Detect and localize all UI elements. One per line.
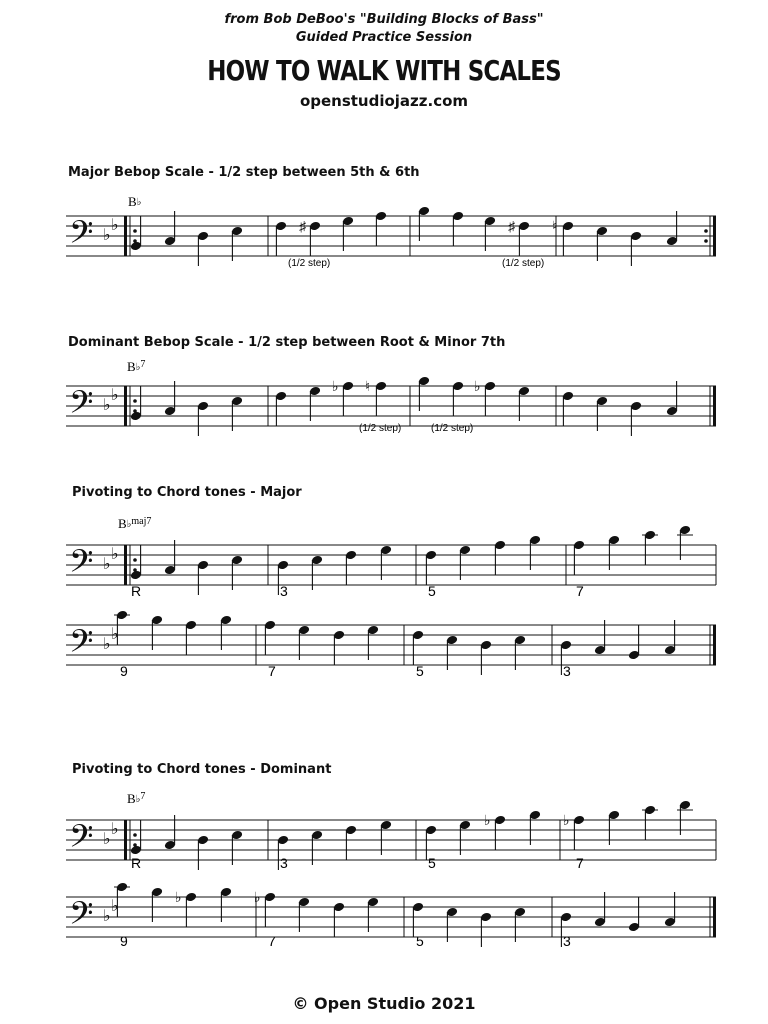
section-heading-major-bebop: Major Bebop Scale - 1/2 step between 5th & 6th xyxy=(68,165,420,180)
repeat-dot xyxy=(133,558,137,562)
scale-degree-label: 5 xyxy=(416,933,424,949)
copyright-footer: © Open Studio 2021 xyxy=(292,994,476,1013)
scale-degree-label: 5 xyxy=(428,855,436,871)
flat-icon: ♭ xyxy=(103,636,111,653)
scale-degree-label: 3 xyxy=(280,583,288,599)
flat-icon: ♭ xyxy=(111,546,119,563)
flat-icon: ♭ xyxy=(103,908,111,925)
section-heading-pivot-dominant: Pivoting to Chord tones - Dominant xyxy=(72,762,332,777)
section-heading-pivot-major: Pivoting to Chord tones - Major xyxy=(72,485,302,500)
scale-degree-label: 7 xyxy=(268,933,276,949)
natural-icon: ♮ xyxy=(552,220,558,235)
flat-icon: ♭ xyxy=(484,814,491,829)
natural-icon: ♮ xyxy=(365,380,371,395)
final-barline xyxy=(713,897,716,937)
repeat-dot xyxy=(704,239,708,243)
subtitle-line-1: from Bob DeBoo's "Building Blocks of Bass" xyxy=(224,12,544,27)
scale-degree-label: 7 xyxy=(268,663,276,679)
repeat-start-barline xyxy=(124,545,127,585)
flat-icon: ♭ xyxy=(103,227,111,244)
flat-icon: ♭ xyxy=(563,814,570,829)
sharp-icon: ♯ xyxy=(508,220,515,235)
scale-degree-label: 3 xyxy=(563,663,571,679)
bass-clef-icon: 𝄢 xyxy=(69,897,94,939)
section-heading-dominant-bebop: Dominant Bebop Scale - 1/2 step between Root & Minor 7th xyxy=(68,335,506,350)
repeat-dot xyxy=(133,229,137,233)
flat-icon: ♭ xyxy=(111,387,119,404)
half-step-annotation: (1/2 step) xyxy=(502,258,545,269)
repeat-dot xyxy=(704,229,708,233)
flat-icon: ♭ xyxy=(111,217,119,234)
repeat-start-barline xyxy=(124,820,127,860)
final-barline xyxy=(713,386,716,426)
bass-clef-icon: 𝄢 xyxy=(69,216,94,258)
chord-symbol-1: B♭ xyxy=(128,194,142,209)
flat-icon: ♭ xyxy=(103,831,111,848)
flat-icon: ♭ xyxy=(111,821,119,838)
scale-degree-label: 9 xyxy=(120,663,128,679)
scale-degree-label: 9 xyxy=(120,933,128,949)
final-barline xyxy=(713,625,716,665)
half-step-annotation: (1/2 step) xyxy=(431,423,474,434)
flat-icon: ♭ xyxy=(111,898,119,915)
scale-degree-label: R xyxy=(131,583,142,599)
chord-symbol-4: B♭$^7$ xyxy=(127,791,146,806)
repeat-dot xyxy=(133,833,137,837)
repeat-start-barline xyxy=(124,216,127,256)
bass-clef-icon: 𝄢 xyxy=(69,625,94,667)
scale-degree-label: R xyxy=(131,855,142,871)
flat-icon: ♭ xyxy=(254,891,261,906)
flat-icon: ♭ xyxy=(332,380,339,395)
flat-icon: ♭ xyxy=(175,891,182,906)
repeat-start-barline xyxy=(124,386,127,426)
flat-icon: ♭ xyxy=(474,380,481,395)
scale-degree-label: 3 xyxy=(563,933,571,949)
repeat-dot xyxy=(133,399,137,403)
scale-degree-label: 5 xyxy=(416,663,424,679)
page-title: HOW TO WALK WITH SCALES xyxy=(207,54,561,87)
bass-clef-icon: 𝄢 xyxy=(69,545,94,587)
chord-symbol-3: B♭$^{maj7}$ xyxy=(118,516,152,531)
scale-degree-label: 7 xyxy=(576,855,584,871)
sharp-icon: ♯ xyxy=(299,220,306,235)
scale-degree-label: 7 xyxy=(576,583,584,599)
scale-degree-label: 3 xyxy=(280,855,288,871)
repeat-end-barline xyxy=(713,216,716,256)
website-url: openstudiojazz.com xyxy=(299,92,469,110)
chord-symbol-2: B♭$^7$ xyxy=(127,359,146,374)
flat-icon: ♭ xyxy=(103,556,111,573)
bass-clef-icon: 𝄢 xyxy=(69,386,94,428)
bass-clef-icon: 𝄢 xyxy=(69,820,94,862)
half-step-annotation: (1/2 step) xyxy=(359,423,402,434)
flat-icon: ♭ xyxy=(103,397,111,414)
half-step-annotation: (1/2 step) xyxy=(288,258,331,269)
scale-degree-label: 5 xyxy=(428,583,436,599)
subtitle-line-2: Guided Practice Session xyxy=(295,30,473,45)
flat-icon: ♭ xyxy=(111,626,119,643)
